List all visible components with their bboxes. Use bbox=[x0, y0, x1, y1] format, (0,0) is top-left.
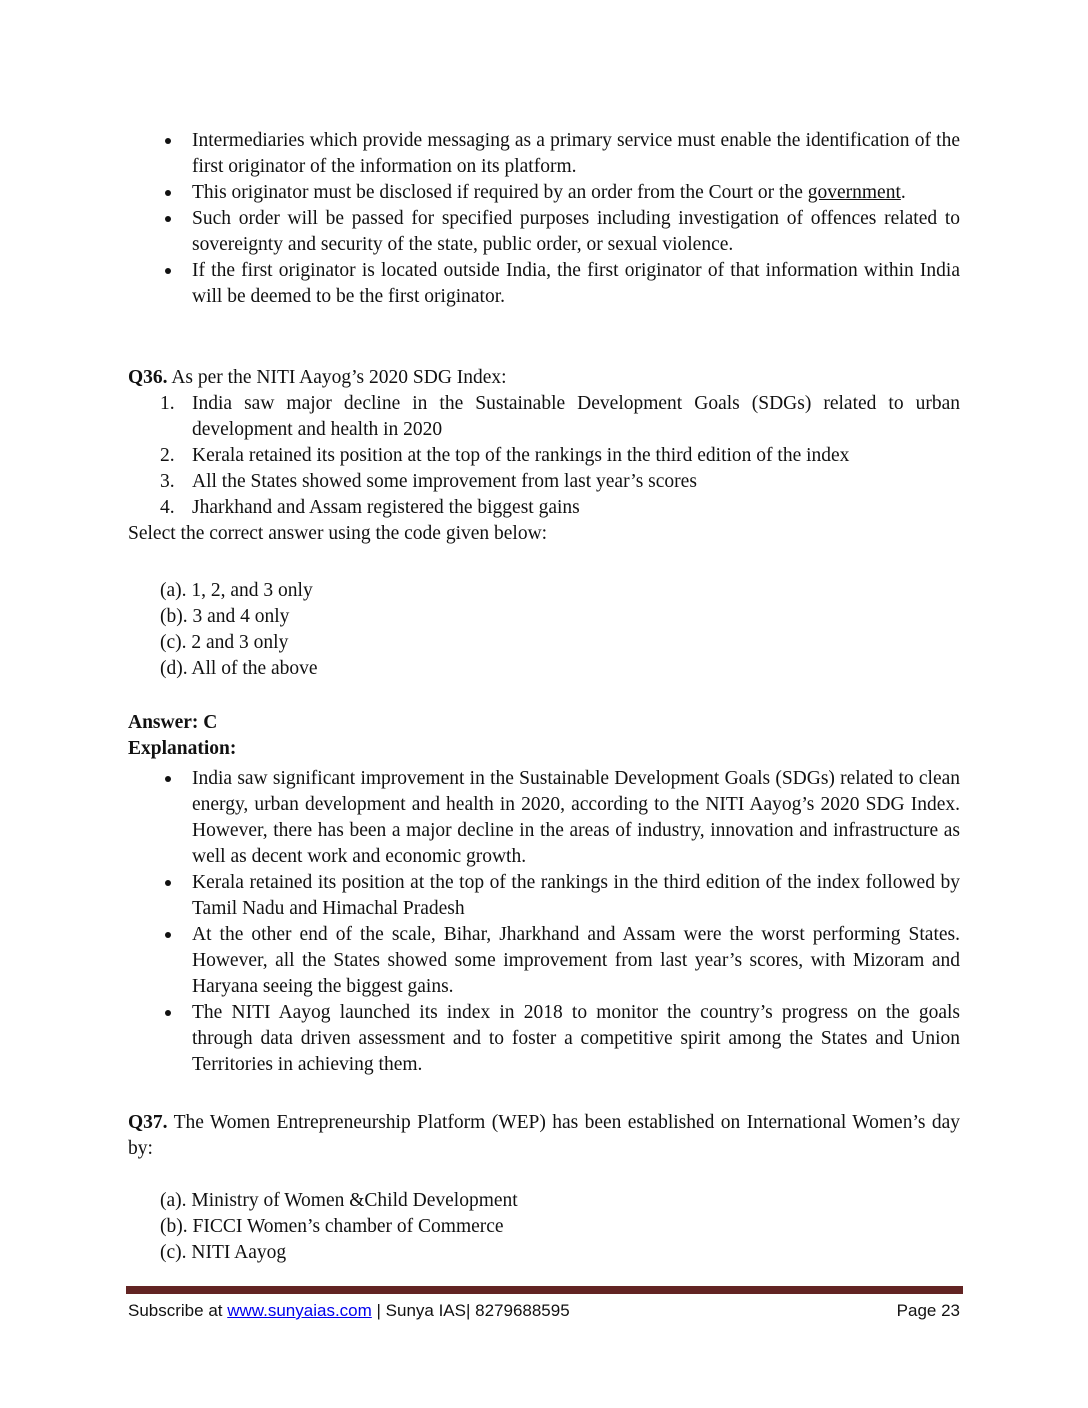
statement-list bbox=[128, 391, 960, 521]
statement-text: All the States showed some improvement from last year’s scores bbox=[192, 471, 697, 492]
question-text: The Women Entrepreneurship Platform (WEP) has been established on International Women’s day by: bbox=[128, 1112, 960, 1159]
bullet-text: Kerala retained its position at the top of the rankings in the third edition of the index followed by Tamil Nadu and Himachal Pradesh bbox=[192, 872, 960, 919]
option-d: (d). All of the above bbox=[160, 658, 318, 679]
bullet-text: India saw significant improvement in the Sustainable Development Goals (SDGs) related to clean energy, urban development and health in 2020, according to the NITI Aayog’s 2020 SDG Index. However, there has been a major decline in the areas of industry, innovation and infrastructure as well as decent work and economic growth. bbox=[192, 768, 960, 867]
website-link[interactable]: www.sunyaias.com bbox=[227, 1301, 372, 1320]
explanation-list bbox=[128, 766, 960, 1078]
statement-text: Jharkhand and Assam registered the biggest gains bbox=[192, 497, 580, 518]
question-36 bbox=[128, 365, 960, 1078]
question-37 bbox=[128, 1110, 960, 1266]
instruction: Select the correct answer using the code given below: bbox=[128, 523, 548, 544]
bullet-text: Intermediaries which provide messaging as a primary service must enable the identification of the first originator of the information on its platform. bbox=[192, 130, 960, 177]
option-b: (b). FICCI Women’s chamber of Commerce bbox=[160, 1216, 504, 1237]
statement-number: 4. bbox=[160, 497, 175, 518]
bullet-text: This originator must be disclosed if required by an order from the Court or the bbox=[192, 182, 808, 203]
option-a: (a). 1, 2, and 3 only bbox=[160, 580, 313, 601]
statement-text: Kerala retained its position at the top of the rankings in the third edition of the index bbox=[192, 445, 850, 466]
intro-bullets bbox=[128, 128, 960, 310]
list-item bbox=[128, 1000, 960, 1078]
bullet-icon bbox=[165, 932, 171, 938]
bullet-icon bbox=[165, 216, 171, 222]
explanation-label: Explanation: bbox=[128, 738, 237, 759]
bullet-icon bbox=[165, 138, 171, 144]
question-heading bbox=[128, 1110, 960, 1162]
bullet-text: Such order will be passed for specified purposes including investigation of offences related to sovereignty and security of the state, public order, or sexual violence. bbox=[192, 208, 960, 255]
bullet-icon bbox=[165, 776, 171, 782]
bullet-icon bbox=[165, 190, 171, 196]
statement-number: 1. bbox=[160, 393, 175, 414]
list-item bbox=[128, 180, 960, 206]
list-item bbox=[128, 206, 960, 258]
statement-number: 2. bbox=[160, 445, 175, 466]
footer-left bbox=[128, 1298, 570, 1324]
statement-text: India saw major decline in the Sustainable Development Goals (SDGs) related to urban development and health in 2020 bbox=[192, 393, 960, 440]
statement bbox=[128, 391, 960, 443]
footer-contact: | Sunya IAS| 8279688595 bbox=[371, 1301, 570, 1320]
list-item bbox=[128, 922, 960, 1000]
list-item bbox=[128, 128, 960, 180]
question-number: Q36. bbox=[128, 367, 168, 388]
page-number: Page 23 bbox=[896, 1301, 960, 1320]
footer-prefix: Subscribe at bbox=[128, 1301, 228, 1320]
bullet-icon bbox=[165, 268, 171, 274]
statement bbox=[128, 443, 960, 469]
bullet-icon bbox=[165, 1010, 171, 1016]
answer: Answer: C bbox=[128, 712, 218, 733]
option-a: (a). Ministry of Women &Child Development bbox=[160, 1190, 518, 1211]
question-heading bbox=[128, 365, 960, 391]
underlined-word: government bbox=[807, 182, 901, 203]
list-item bbox=[128, 258, 960, 310]
option-c: (c). NITI Aayog bbox=[160, 1242, 287, 1263]
bullet-text: If the first originator is located outside India, the first originator of that information within India will be deemed to be the first originator. bbox=[192, 260, 960, 307]
question-number: Q37. bbox=[128, 1112, 168, 1133]
option-b: (b). 3 and 4 only bbox=[160, 606, 290, 627]
bullet-text: The NITI Aayog launched its index in 2018 to monitor the country’s progress on the goals through data driven assessment and to foster a competitive spirit among the States and Union Territories in achieving them. bbox=[192, 1002, 960, 1075]
statement bbox=[128, 469, 960, 495]
list-item bbox=[128, 870, 960, 922]
bullet-text: . bbox=[900, 182, 906, 203]
option-c: (c). 2 and 3 only bbox=[160, 632, 289, 653]
footer bbox=[128, 1298, 960, 1324]
list-item bbox=[128, 766, 960, 870]
bullet-text: At the other end of the scale, Bihar, Jharkhand and Assam were the worst performing States. However, all the States showed some improvement from last year’s scores, with Mizoram and Haryana seeing the biggest gains. bbox=[192, 924, 960, 997]
bullet-icon bbox=[165, 880, 171, 886]
statement bbox=[128, 495, 960, 521]
footer-rule bbox=[126, 1286, 963, 1294]
statement-number: 3. bbox=[160, 471, 175, 492]
question-text: As per the NITI Aayog’s 2020 SDG Index: bbox=[167, 367, 507, 388]
